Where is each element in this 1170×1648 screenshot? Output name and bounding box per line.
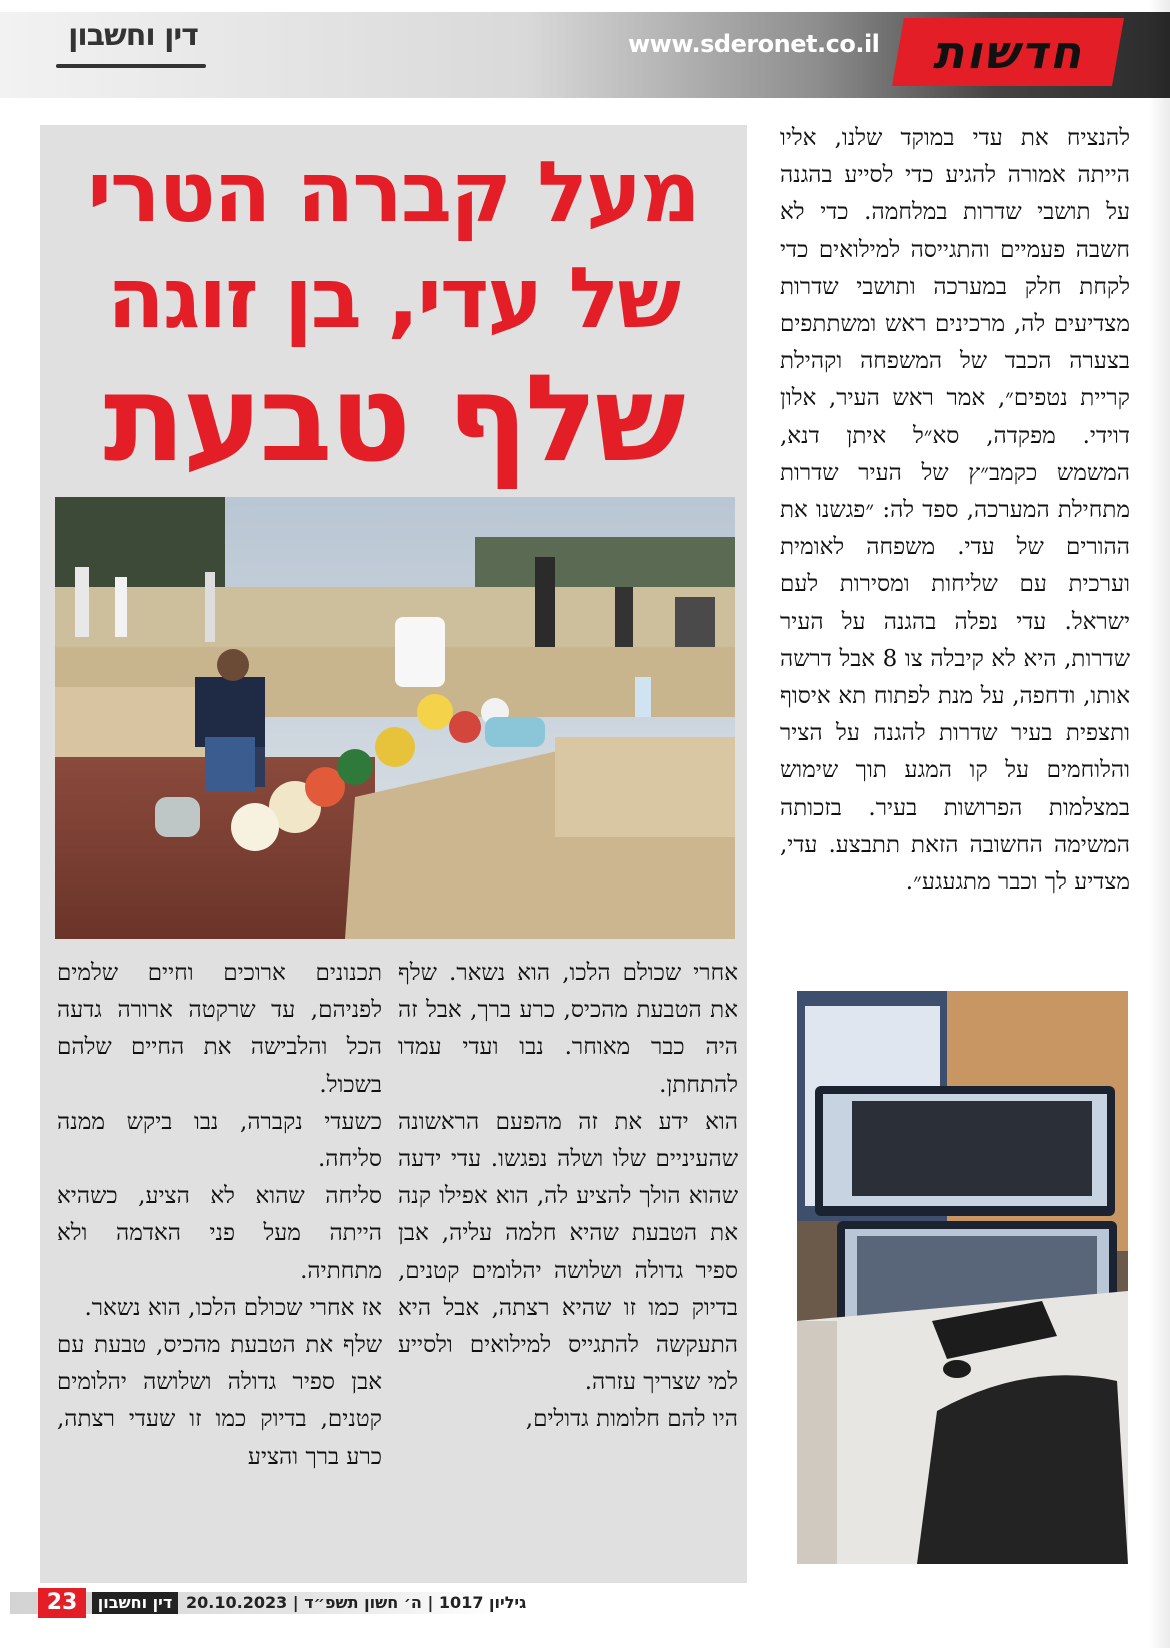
gregorian-date: 20.10.2023	[186, 1593, 288, 1612]
paragraph: אחרי שכולם הלכו, הוא נשאר. שלף את הטבעת מהכיס, כרע ברך, אבל זה היה כבר מאוחר. נבו ועדי עמדו להתחתן.	[398, 960, 738, 1098]
hebrew-date: ה׳ חשון תשפ״ד	[304, 1593, 422, 1612]
article-column-left	[57, 955, 382, 1476]
control-room-photo	[797, 991, 1128, 1564]
paragraph: כשעדי נקברה, נבו ביקש ממנה סליחה.	[57, 1108, 382, 1173]
paragraph: שלף את הטבעת מהכיס, טבעת עם אבן ספיר גדולה ושלושה יהלומים קטנים, בדיוק כמו זו שעדי רצתה, כרע ברך והציע	[57, 1332, 382, 1470]
logo-underline	[56, 64, 206, 68]
headline-line-3: שלף טבעת	[103, 350, 683, 489]
site-url-link[interactable]: www.sderonet.co.il	[628, 30, 880, 58]
article-column-middle	[398, 955, 738, 1439]
article-column-right	[780, 120, 1130, 901]
section-title: חדשות	[932, 25, 1084, 79]
paragraph: תכנונים ארוכים וחיים שלמים לפניהם, עד שרקטה ארורה גדעה הכל והלבישה את החיים שלהם בשכול.	[57, 960, 382, 1098]
headline-line-1: מעל קברה הטרי	[87, 143, 699, 241]
separator: |	[421, 1593, 434, 1612]
issue-number: גיליון 1017	[438, 1593, 527, 1612]
page-edge-shadow	[1148, 0, 1170, 1648]
cemetery-photo	[55, 497, 735, 939]
page-number: 23	[38, 1588, 86, 1618]
paragraph: הוא ידע את זה מהפעם הראשונה שהעיניים שלו ושלה נפגשו. עדי ידעה שהוא הולך להציע לה, הוא אפילו קנה את הטבעת שהיא חלמה עליה, אבן ספיר גדולה ושלושה יהלומים קטנים, בדיוק כמו זו שהיא רצתה, אבל היא התעקשה להתגייס למילואים ולסייע למי שצריך עזרה.	[398, 1108, 738, 1396]
separator: |	[287, 1593, 299, 1612]
footer-meta	[186, 1592, 526, 1614]
article-headline	[58, 138, 728, 490]
logo-text: דין וחשבון	[68, 18, 198, 53]
paragraph: להנציח את עדי במוקד שלנו, אליו הייתה אמורה להגיע כדי לסייע בהגנה על תושבי שדרות במלחמה. כדי לא חשבה פעמיים והתגייסה למילואים כדי לקחת חלק במערכה ותושבי שדרות מצדיעים לה, מרכינים ראש ומשתתפים בצערה הכבד של המשפחה וקהילת קריית נטפים״, אמר ראש העיר, אלון דוידי. מפקדה, סא״ל איתן דנא, המשמש כקמב״ץ של העיר שדרות מתחילת המערכה, ספד לה: ״פגשנו את ההורים של עדי. משפחה לאומית וערכית עם שליחות ומסירות לעם ישראל. עדי נפלה בהגנה על העיר שדרות, היא לא קיבלה צו 8 אבל דרשה אותו, ודחפה, על מנת לפתוח תא איסוף ותצפית בעיר שדרות להגנה על הציר והלוחמים על קו המגע תוך שימוש במצלמות הפרושות בעיר. בזכותה המשימה החשובה הזאת תתבצע. עדי, מצדיע לך וכבר מתגעגע״.	[780, 125, 1130, 896]
paragraph: סליחה שהוא לא הציע, כשהיא הייתה מעל פני האדמה ולא מתחתיה.	[57, 1183, 382, 1284]
brand-logo[interactable]	[48, 16, 218, 76]
headline-line-2: של עדי, בן זוגה	[107, 249, 679, 347]
footer-brand: דין וחשבון	[92, 1592, 178, 1614]
paragraph: אז אחרי שכולם הלכו, הוא נשאר.	[84, 1294, 382, 1321]
paragraph: היו להם חלומות גדולים,	[525, 1406, 738, 1433]
